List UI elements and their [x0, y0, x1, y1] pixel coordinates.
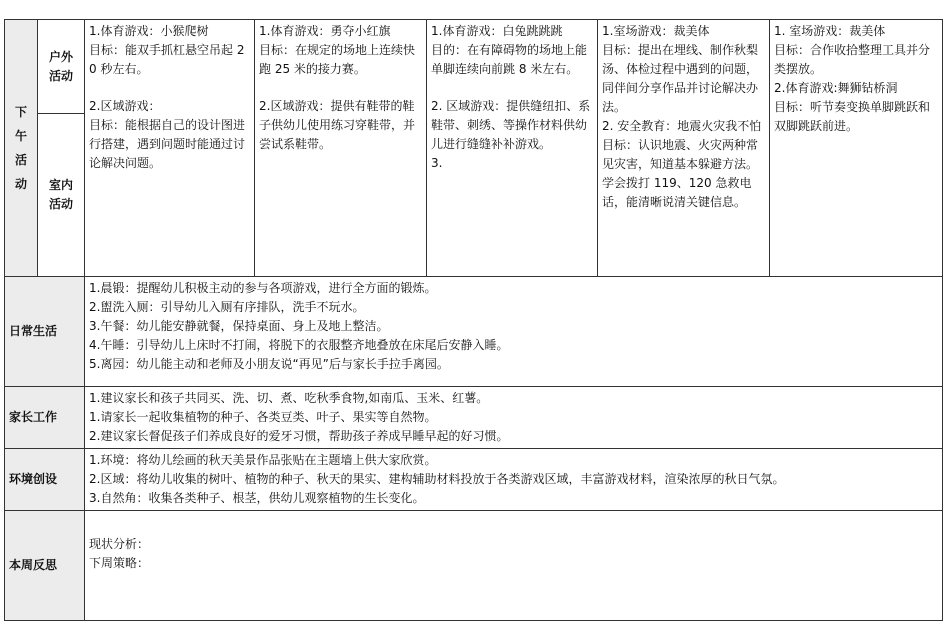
friday-text: 1. 室场游戏：裁美体 目标：合作收拾整理工具并分类摆放。 2.体育游戏:舞狮钻桥洞 目标：听节奏变换单脚跳跃和双脚跳跃前进。	[774, 24, 931, 133]
daily-life-line: 4.午睡：引导幼儿上床时不打闹，将脱下的衣服整齐地叠放在床尾后安静入睡。	[89, 338, 509, 352]
monday-indoor-text: 2.区域游戏： 目标：能根据自己的设计图进行搭建，遇到问题时能通过讨论解决问题。	[89, 99, 246, 170]
reflection-analysis: 现状分析：	[89, 537, 150, 551]
friday-afternoon-cell	[770, 20, 943, 277]
daily-life-line: 1.晨锻：提醒幼儿积极主动的参与各项游戏，进行全方面的锻炼。	[89, 281, 437, 295]
tuesday-outdoor-text: 1.体育游戏：勇夺小红旗 目标：在规定的场地上连续快跑 25 米的接力赛。	[259, 24, 416, 76]
spacer	[89, 79, 250, 97]
outdoor-label-line: 活动	[48, 68, 73, 83]
indoor-label-line: 室内	[48, 178, 73, 192]
reflection-row	[5, 511, 943, 621]
label-char: 午	[14, 129, 27, 143]
label-char: 下	[14, 105, 27, 119]
thursday-afternoon-cell	[598, 20, 770, 277]
tuesday-afternoon-cell	[255, 20, 427, 277]
monday-afternoon-cell	[85, 20, 255, 277]
label-char: 活	[14, 153, 27, 167]
tuesday-indoor-text: 2.区域游戏：提供有鞋带的鞋子供幼儿使用练习穿鞋带，并尝试系鞋带。	[259, 99, 416, 151]
environment-line: 2.区域：将幼儿收集的树叶、植物的种子、秋天的果实、建构辅助材料投放于各类游戏区域，丰富游戏材料，渲染浓厚的秋日气氛。	[89, 472, 785, 486]
spacer	[431, 79, 593, 97]
environment-line: 3.自然角：收集各类种子、根茎，供幼儿观察植物的生长变化。	[89, 491, 425, 505]
parent-work-row	[5, 387, 943, 449]
daily-life-line: 5.离园：幼儿能主动和老师及小朋友说“再见”后与家长手拉手离园。	[89, 357, 449, 371]
parent-work-line: 1.请家长一起收集植物的种子、各类豆类、叶子、果实等自然物。	[89, 410, 437, 424]
outdoor-label	[38, 20, 85, 114]
thursday-text: 1.室场游戏：裁美体 目标：提出在埋线、制作秋梨汤、体检过程中遇到的问题，同伴间分享作品并讨论解决办法。 2. 安全教育：地震火灾我不怕 目标：认识地震、火灾两种常见灾害，知道基本躲避方法。学会拨打 119、120 急救电话，能清晰说清关键信息。	[602, 24, 762, 209]
wednesday-outdoor-text: 1.体育游戏：白兔跳跳跳 目的：在有障碍物的场地上能单脚连续向前跳 8 米左右。	[431, 24, 588, 76]
daily-life-line: 2.盥洗入厕：引导幼儿入厕有序排队，洗手不玩水。	[89, 300, 365, 314]
environment-label: 环境创设	[5, 449, 85, 511]
environment-row	[5, 449, 943, 511]
monday-outdoor-text: 1.体育游戏：小猴爬树 目标：能双手抓杠悬空吊起 20 秒左右。	[89, 24, 245, 76]
environment-line: 1.环境：将幼儿绘画的秋天美景作品张贴在主题墙上供大家欣赏。	[89, 453, 437, 467]
indoor-label	[38, 114, 85, 277]
weekly-plan-table	[4, 19, 943, 621]
wednesday-indoor-text: 2. 区域游戏：提供缝纽扣、系鞋带、刺绣、等操作材料供幼儿进行缝缝补补游戏。 3.	[431, 99, 591, 170]
parent-work-line: 2.建议家长督促孩子们养成良好的爱牙习惯，帮助孩子养成早睡早起的好习惯。	[89, 429, 509, 443]
environment-content	[85, 449, 943, 511]
outdoor-activity-row	[5, 20, 943, 114]
daily-life-line: 3.午餐：幼儿能安静就餐，保持桌面、身上及地上整洁。	[89, 319, 389, 333]
daily-life-label: 日常生活	[5, 277, 85, 387]
parent-work-content	[85, 387, 943, 449]
wednesday-afternoon-cell	[427, 20, 598, 277]
daily-life-row	[5, 277, 943, 387]
afternoon-activity-label	[5, 20, 38, 277]
reflection-content	[85, 511, 943, 621]
outdoor-label-line: 户外	[48, 49, 73, 64]
parent-work-label: 家长工作	[5, 387, 85, 449]
spacer	[259, 79, 422, 97]
daily-life-content	[85, 277, 943, 387]
label-char: 动	[14, 177, 27, 191]
reflection-strategy: 下周策略：	[89, 556, 150, 570]
indoor-label-line: 活动	[48, 197, 73, 211]
parent-work-line: 1.建议家长和孩子共同买、洗、切、煮、吃秋季食物,如南瓜、玉米、红薯。	[89, 391, 489, 405]
reflection-label: 本周反思	[5, 511, 85, 621]
